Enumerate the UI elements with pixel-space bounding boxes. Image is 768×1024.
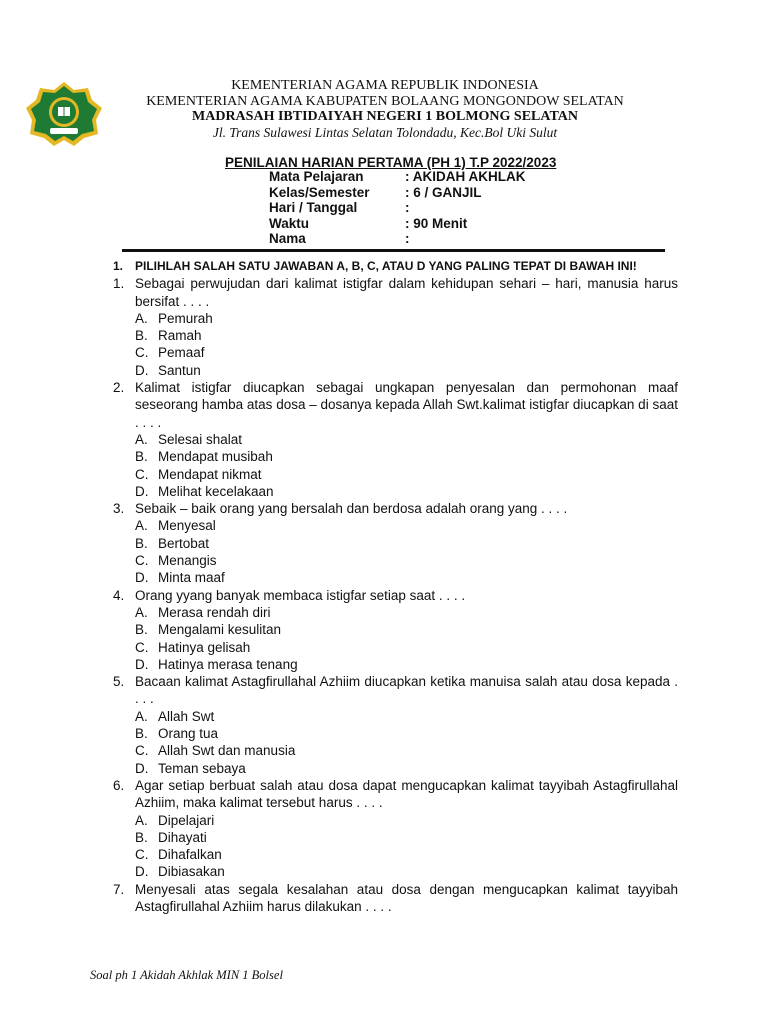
info-row bbox=[269, 169, 526, 185]
exam-title: PENILAIAN HARIAN PERTAMA (PH 1) T.P 2022/2023 bbox=[225, 155, 557, 170]
question-text: Bacaan kalimat Astagfirullahal Azhiim diucapkan ketika manuisa salah atau dosa kepada . . . . bbox=[135, 674, 678, 707]
option-text: Orang tua bbox=[158, 726, 219, 742]
option-letter: C. bbox=[135, 466, 149, 482]
question-number: 7. bbox=[113, 881, 125, 897]
option-letter: A. bbox=[135, 310, 148, 326]
questions bbox=[113, 275, 678, 915]
option-letter: B. bbox=[135, 535, 148, 551]
answer-option bbox=[113, 621, 678, 638]
answer-option bbox=[113, 569, 678, 586]
answer-option bbox=[113, 708, 678, 725]
option-text: Teman sebaya bbox=[158, 760, 246, 776]
school-address: Jl. Trans Sulawesi Lintas Selatan Tolondadu, Kec.Bol Uki Sulut bbox=[212, 124, 558, 140]
instruction-text: PILIHLAH SALAH SATU JAWABAN A, B, C, ATAU D YANG PALING TEPAT DI BAWAH INI! bbox=[135, 259, 637, 273]
option-text: Hatinya merasa tenang bbox=[158, 656, 298, 672]
option-text: Pemurah bbox=[158, 310, 213, 326]
option-letter: A. bbox=[135, 708, 148, 724]
option-text: Melihat kecelakaan bbox=[158, 483, 274, 499]
info-label: Waktu bbox=[269, 215, 309, 231]
option-text: Selesai shalat bbox=[158, 431, 243, 447]
question-number: 1. bbox=[113, 276, 125, 292]
answer-option bbox=[113, 829, 678, 846]
info-value: : AKIDAH AKHLAK bbox=[405, 169, 526, 184]
regency-office-name: KEMENTERIAN AGAMA KABUPATEN BOLAANG MONGONDOW SELATAN bbox=[146, 93, 624, 109]
option-letter: C. bbox=[135, 743, 149, 759]
info-value: : bbox=[405, 200, 410, 215]
question-number: 5. bbox=[113, 674, 125, 690]
question-list bbox=[113, 258, 678, 915]
option-text: Merasa rendah diri bbox=[158, 604, 271, 620]
option-text: Dihayati bbox=[158, 829, 207, 845]
question bbox=[113, 275, 678, 310]
question bbox=[113, 379, 678, 431]
answer-option bbox=[113, 448, 678, 465]
question-text: Sebaik – baik orang yang bersalah dan berdosa adalah orang yang . . . . bbox=[135, 501, 568, 517]
option-text: Allah Swt dan manusia bbox=[158, 743, 296, 759]
option-letter: D. bbox=[135, 656, 149, 672]
option-letter: D. bbox=[135, 570, 149, 586]
answer-option bbox=[113, 846, 678, 863]
option-letter: D. bbox=[135, 864, 149, 880]
info-label: Kelas/Semester bbox=[269, 184, 370, 200]
answer-option bbox=[113, 552, 678, 569]
option-text: Dipelajari bbox=[158, 812, 215, 828]
option-text: Menangis bbox=[158, 553, 217, 569]
info-value: : bbox=[405, 231, 410, 246]
info-label: Hari / Tanggal bbox=[269, 200, 358, 215]
option-letter: C. bbox=[135, 847, 149, 863]
info-value: : 6 / GANJIL bbox=[405, 184, 482, 200]
option-letter: A. bbox=[135, 604, 148, 620]
letterhead bbox=[110, 78, 660, 140]
option-letter: B. bbox=[135, 328, 148, 344]
info-row bbox=[269, 200, 526, 216]
answer-option bbox=[113, 812, 678, 829]
option-text: Mengalami kesulitan bbox=[158, 622, 282, 638]
ministry-name: KEMENTERIAN AGAMA REPUBLIK INDONESIA bbox=[231, 78, 539, 93]
option-text: Ramah bbox=[158, 328, 202, 344]
answer-option bbox=[113, 327, 678, 344]
answer-option bbox=[113, 431, 678, 448]
answer-option bbox=[113, 362, 678, 379]
question bbox=[113, 777, 678, 812]
question bbox=[113, 881, 678, 916]
info-row bbox=[269, 216, 526, 232]
option-letter: B. bbox=[135, 829, 148, 845]
option-text: Bertobat bbox=[158, 535, 210, 551]
question-number: 6. bbox=[113, 777, 125, 793]
answer-option bbox=[113, 639, 678, 656]
answer-option bbox=[113, 604, 678, 621]
option-text: Hatinya gelisah bbox=[158, 639, 251, 655]
answer-option bbox=[113, 466, 678, 483]
answer-option bbox=[113, 535, 678, 552]
info-value: : 90 Menit bbox=[405, 215, 468, 231]
instruction bbox=[113, 258, 678, 275]
question-number: 3. bbox=[113, 501, 125, 517]
option-text: Minta maaf bbox=[158, 570, 225, 586]
option-letter: B. bbox=[135, 622, 148, 638]
answer-option bbox=[113, 863, 678, 880]
header-divider bbox=[122, 249, 665, 252]
option-letter: C. bbox=[135, 639, 149, 655]
info-label: Nama bbox=[269, 231, 306, 246]
option-letter: B. bbox=[135, 726, 148, 742]
question-number: 2. bbox=[113, 380, 125, 396]
option-letter: C. bbox=[135, 345, 149, 361]
question-text: Menyesali atas segala kesalahan atau dosa dengan mengucapkan kalimat tayyibah Astagfirullahal Azhiim harus dilakukan . . . . bbox=[135, 881, 678, 914]
instruction-number: 1. bbox=[113, 259, 124, 273]
option-text: Dibiasakan bbox=[158, 864, 225, 880]
option-letter: C. bbox=[135, 553, 149, 569]
question-text: Kalimat istigfar diucapkan sebagai ungkapan penyesalan dan permohonan maaf seseorang hamba atas dosa – dosanya kepada Allah Swt.kalimat istigfar diucapkan di saat . . . . bbox=[135, 380, 678, 430]
question bbox=[113, 673, 678, 708]
question bbox=[113, 587, 678, 604]
answer-option bbox=[113, 725, 678, 742]
option-text: Menyesal bbox=[158, 518, 216, 534]
ministry-logo bbox=[24, 80, 104, 146]
answer-option bbox=[113, 656, 678, 673]
option-letter: D. bbox=[135, 760, 149, 776]
question bbox=[113, 500, 678, 517]
answer-option bbox=[113, 760, 678, 777]
option-text: Santun bbox=[158, 362, 201, 378]
question-text: Orang yyang banyak membaca istigfar setiap saat . . . . bbox=[135, 587, 466, 603]
option-letter: A. bbox=[135, 812, 148, 828]
answer-option bbox=[113, 344, 678, 361]
info-row bbox=[269, 231, 526, 247]
exam-info bbox=[269, 169, 526, 247]
option-letter: B. bbox=[135, 449, 148, 465]
option-text: Dihafalkan bbox=[158, 847, 222, 863]
option-letter: D. bbox=[135, 362, 149, 378]
option-letter: A. bbox=[135, 518, 148, 534]
school-name: MADRASAH IBTIDAIYAH NEGERI 1 BOLMONG SELATAN bbox=[192, 109, 578, 124]
info-row bbox=[269, 185, 526, 201]
option-text: Pemaaf bbox=[158, 345, 205, 361]
answer-option bbox=[113, 483, 678, 500]
footer-text: Soal ph 1 Akidah Akhlak MIN 1 Bolsel bbox=[90, 968, 283, 982]
answer-option bbox=[113, 517, 678, 534]
question-text: Agar setiap berbuat salah atau dosa dapat mengucapkan kalimat tayyibah Astagfirullahal Azhiim, maka kalimat tersebut harus . . . . bbox=[135, 777, 678, 811]
option-text: Mendapat musibah bbox=[158, 449, 273, 465]
option-letter: A. bbox=[135, 431, 148, 447]
question-text: Sebagai perwujudan dari kalimat istigfar dalam kehidupan sehari – hari, manusia harus bersifat . . . . bbox=[135, 276, 678, 309]
option-letter: D. bbox=[135, 483, 149, 499]
info-label: Mata Pelajaran bbox=[269, 169, 364, 184]
answer-option bbox=[113, 310, 678, 327]
option-text: Allah Swt bbox=[158, 708, 215, 724]
question-number: 4. bbox=[113, 587, 125, 603]
answer-option bbox=[113, 742, 678, 759]
option-text: Mendapat nikmat bbox=[158, 466, 262, 482]
